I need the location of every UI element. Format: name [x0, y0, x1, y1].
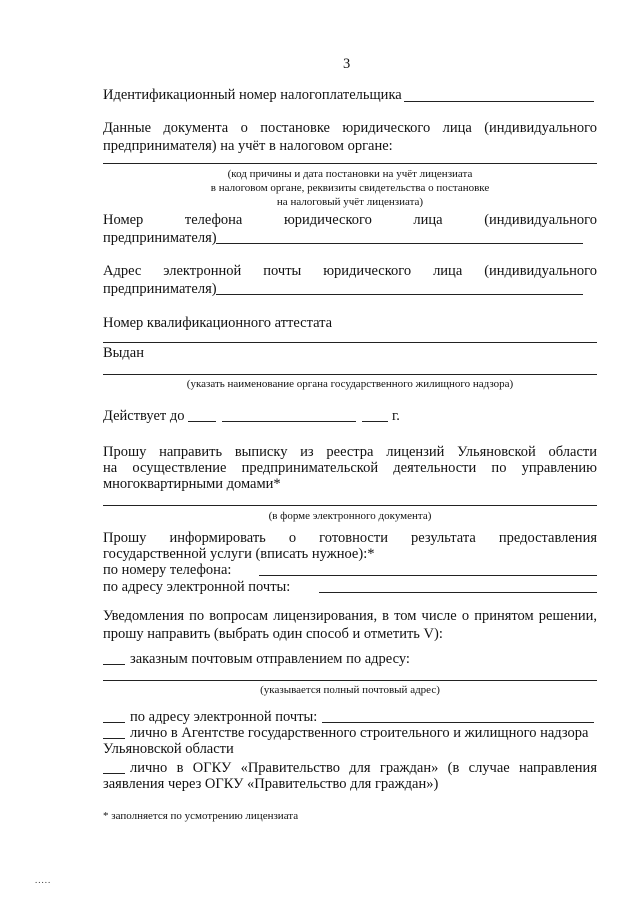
valid-until-day-field[interactable]	[188, 421, 216, 422]
registration-caption-line3: на налоговый учёт лицензиата)	[276, 196, 424, 208]
registration-caption-line1: (код причины и дата постановки на учёт лицензиата	[227, 168, 473, 180]
opt-ogku-line1: лично в ОГКУ «Правительство для граждан» (в случае направления	[130, 760, 597, 776]
valid-until-suffix: г.	[392, 408, 400, 424]
opt-email-checkbox[interactable]	[103, 722, 125, 723]
opt-agency-line1: лично в Агентстве государственного строительного и жилищного надзора	[130, 725, 589, 741]
valid-until-year-field[interactable]	[362, 421, 388, 422]
footnote: * заполняется по усмотрению лицензиата	[103, 810, 299, 822]
extract-line3: многоквартирными домами*	[103, 476, 281, 492]
extract-line1: Прошу направить выписку из реестра лицензий Ульяновской области	[103, 444, 597, 460]
opt-agency-checkbox[interactable]	[103, 738, 125, 739]
issued-label: Выдан	[103, 345, 144, 361]
inn-field[interactable]	[404, 101, 594, 102]
attestat-field[interactable]	[103, 342, 597, 343]
email-label-line2: предпринимателя)	[103, 281, 217, 297]
inform-email-label: по адресу электронной почты:	[103, 579, 291, 595]
inform-line1: Прошу информировать о готовности результата предоставления	[103, 530, 597, 546]
phone-label-line2: предпринимателя)	[103, 230, 217, 246]
extract-line2: на осуществление предпринимательской деятельности по управлению	[103, 460, 597, 476]
inform-line2: государственной услуги (вписать нужное):*	[103, 546, 375, 562]
mail-caption: (указывается полный почтовый адрес)	[260, 684, 440, 696]
attestat-label: Номер квалификационного аттестата	[103, 315, 333, 331]
valid-until-month-field[interactable]	[222, 421, 356, 422]
opt-email-field[interactable]	[322, 722, 594, 723]
inform-phone-field[interactable]	[259, 575, 597, 576]
opt-agency-line2: Ульяновской области	[103, 741, 234, 757]
notifications-line2: прошу направить (выбрать один способ и отметить V):	[103, 626, 443, 642]
opt-mail-checkbox[interactable]	[103, 664, 125, 665]
registration-caption-line2: в налоговом органе, реквизиты свидетельства о постановке	[210, 182, 490, 194]
inform-phone-label: по номеру телефона:	[103, 562, 232, 578]
phone-field[interactable]	[216, 243, 583, 244]
extract-caption: (в форме электронного документа)	[268, 510, 432, 522]
extract-field[interactable]	[103, 505, 597, 506]
registration-label-line1: Данные документа о постановке юридического лица (индивидуального	[103, 120, 597, 136]
opt-mail-label: заказным почтовым отправлением по адресу:	[130, 651, 410, 667]
phone-label-line1: Номер телефона юридического лица (индивидуального	[103, 212, 597, 228]
mail-address-field[interactable]	[103, 680, 597, 681]
opt-email-label: по адресу электронной почты:	[130, 709, 318, 725]
inform-email-field[interactable]	[319, 592, 597, 593]
email-label-line1: Адрес электронной почты юридического лица (индивидуального	[103, 263, 597, 279]
inn-label: Идентификационный номер налогоплательщика	[103, 87, 402, 103]
issued-caption: (указать наименование органа государственного жилищного надзора)	[186, 378, 514, 390]
issued-field[interactable]	[103, 374, 597, 375]
notifications-line1: Уведомления по вопросам лицензирования, в том числе о принятом решении,	[103, 608, 597, 624]
valid-until-label: Действует до	[103, 408, 185, 424]
page-number: 3	[343, 56, 351, 72]
opt-ogku-line2: заявления через ОГКУ «Правительство для граждан»)	[103, 776, 439, 792]
registration-label-line2: предпринимателя) на учёт в налоговом органе:	[103, 138, 393, 154]
opt-ogku-checkbox[interactable]	[103, 773, 125, 774]
email-field[interactable]	[216, 294, 583, 295]
bottom-mark: .....	[35, 875, 52, 885]
registration-field[interactable]	[103, 163, 597, 164]
